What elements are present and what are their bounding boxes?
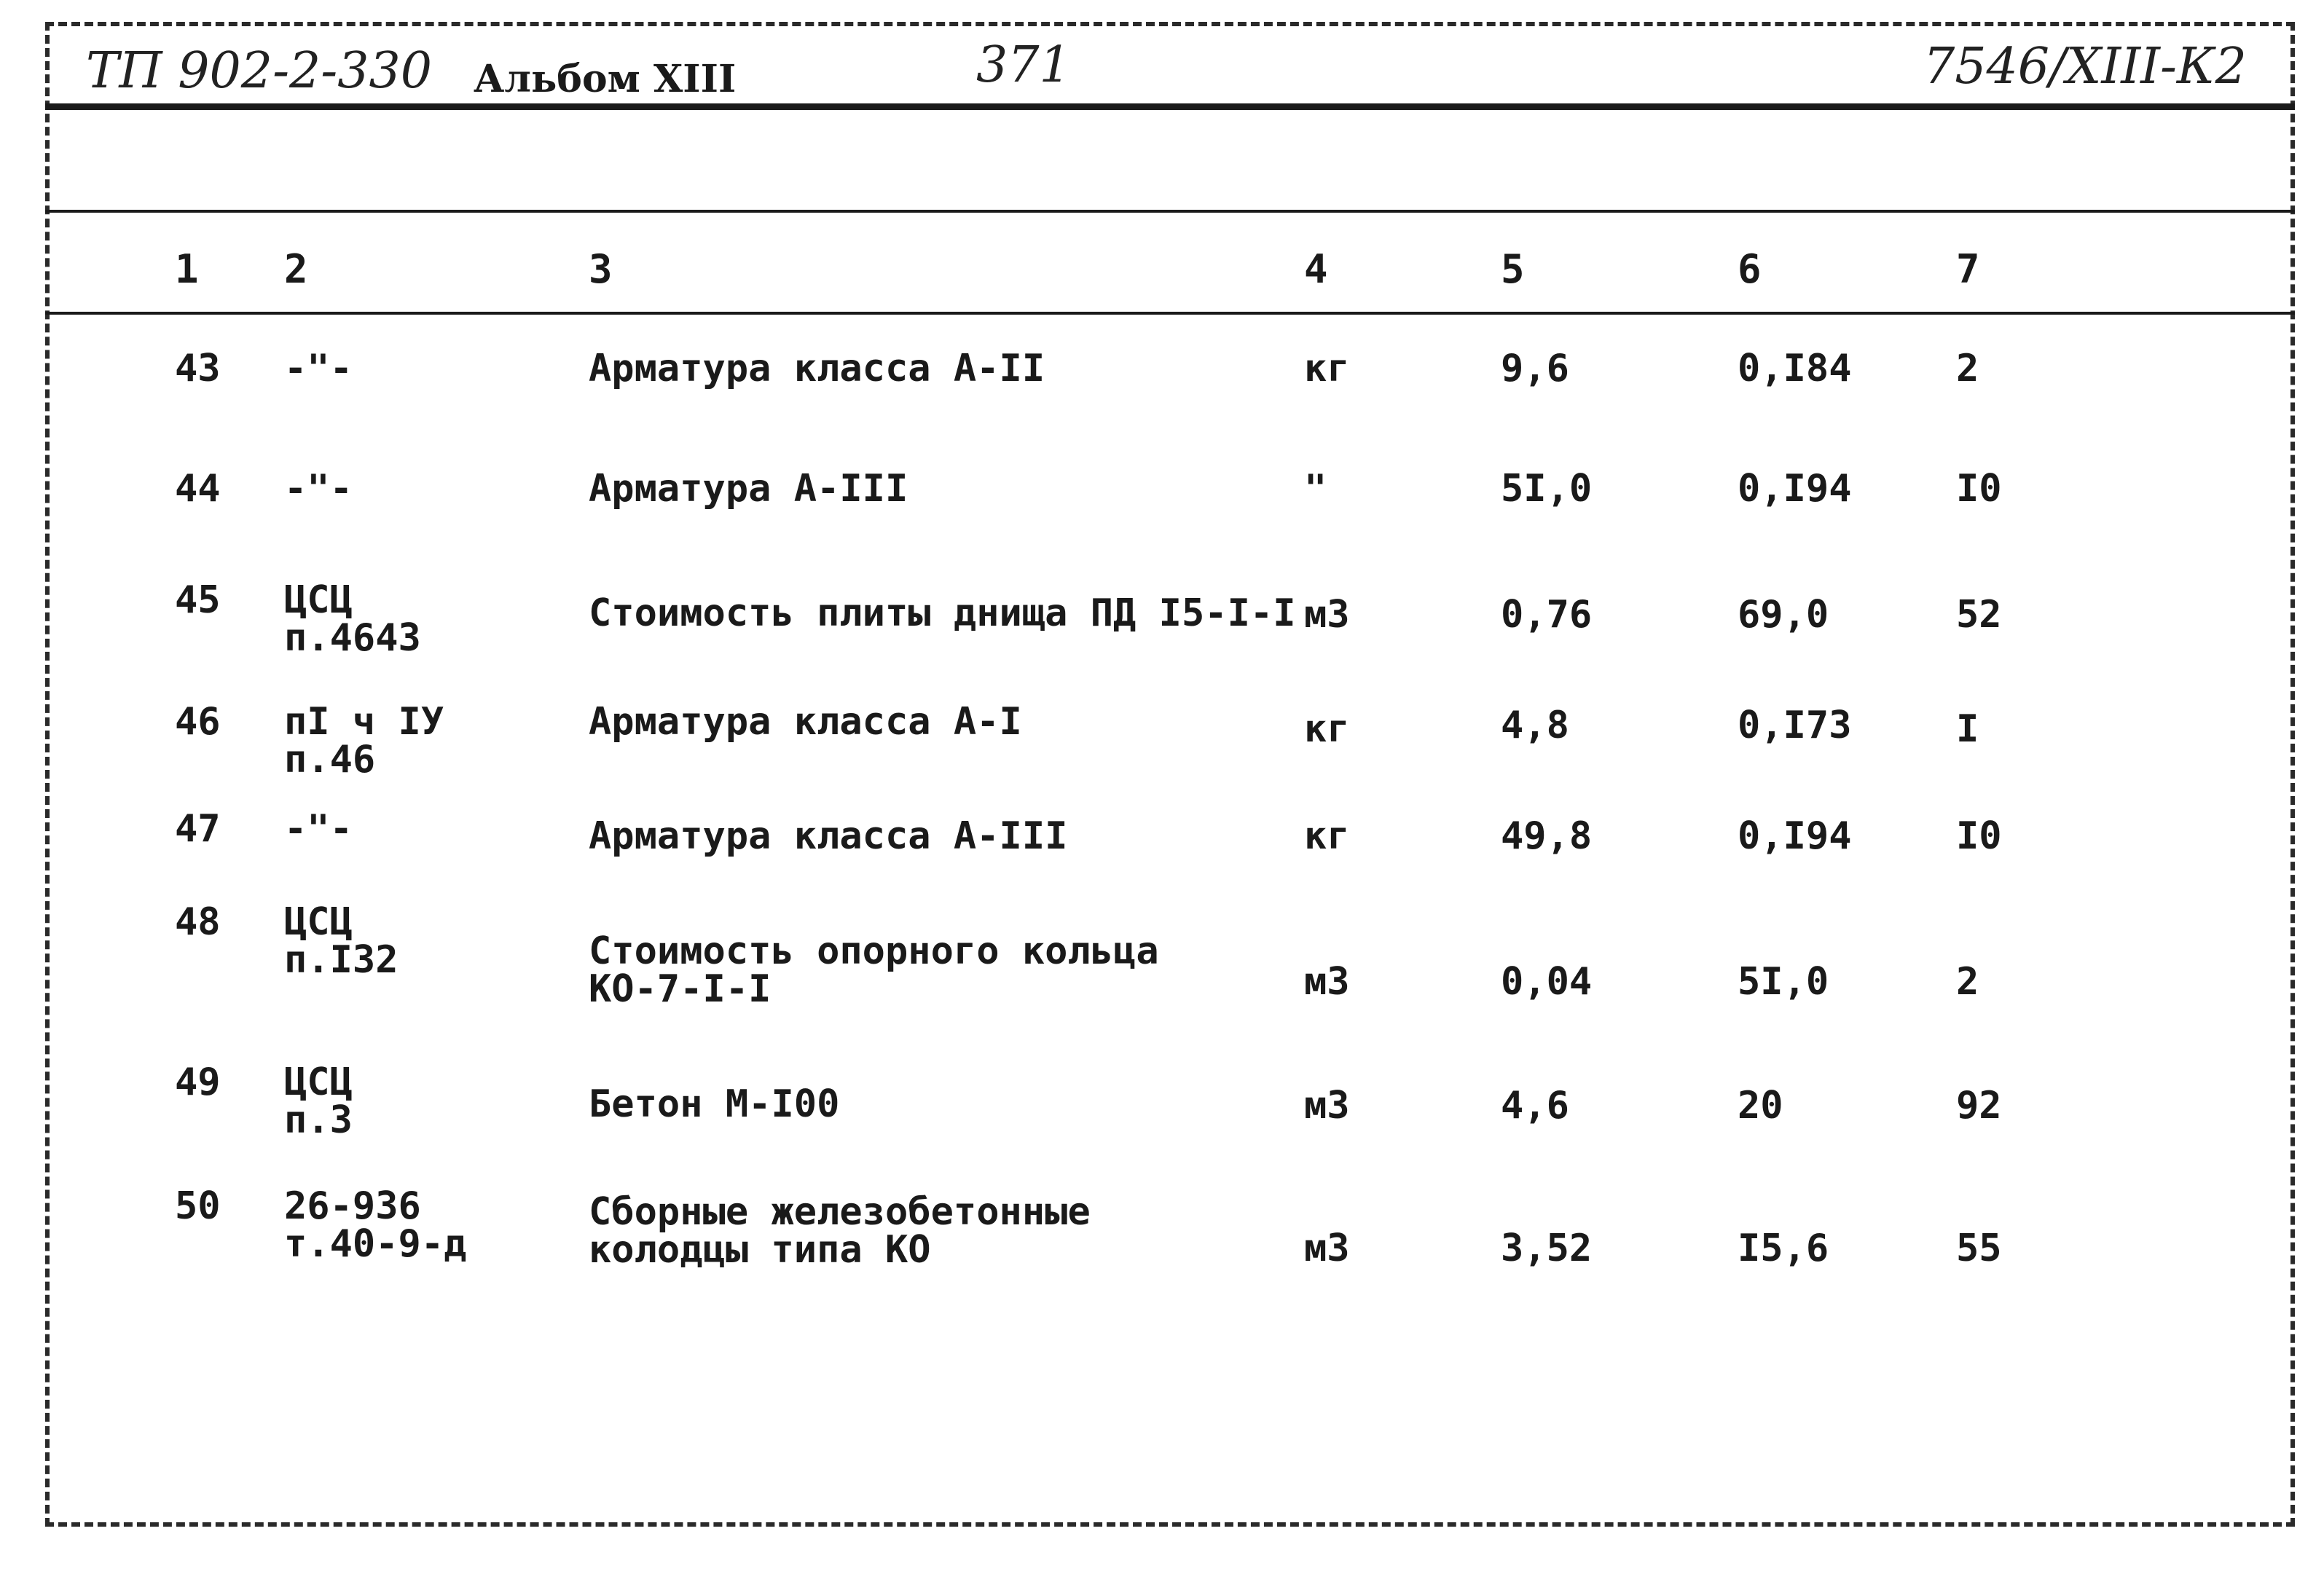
- column-header-5: 5: [1501, 246, 1525, 292]
- row-price: 0,I94: [1738, 814, 1852, 858]
- row-unit: кг: [1304, 814, 1350, 858]
- row-source: -"-: [284, 467, 353, 511]
- row-quantity: 3,52: [1501, 1227, 1593, 1270]
- row-price: 0,I73: [1738, 704, 1852, 747]
- row-price: 20: [1738, 1084, 1783, 1128]
- row-sum: 52: [1956, 593, 2002, 637]
- row-name: Сборные железобетонные колодцы типа КО: [589, 1190, 1091, 1272]
- column-header-2: 2: [284, 246, 308, 292]
- row-name: Стоимость плиты днища ПД I5-I-I: [589, 591, 1296, 635]
- row-quantity: 49,8: [1501, 814, 1593, 858]
- row-name: Арматура А-III: [589, 467, 908, 511]
- row-number: 45: [175, 578, 221, 622]
- row-number: 46: [175, 700, 221, 744]
- row-source: ЦСЦ п.4643: [284, 578, 421, 660]
- row-price: 0,I84: [1738, 347, 1852, 390]
- row-unit: кг: [1304, 707, 1350, 751]
- row-unit: м3: [1304, 1084, 1350, 1128]
- row-unit: м3: [1304, 1227, 1350, 1270]
- row-number: 50: [175, 1184, 221, 1228]
- row-quantity: 0,04: [1501, 960, 1593, 1004]
- column-header-4: 4: [1304, 246, 1328, 292]
- row-unit: м3: [1304, 593, 1350, 637]
- header-rule-bottom: [45, 210, 2295, 213]
- row-source: -"-: [284, 347, 353, 390]
- column-header-6: 6: [1738, 246, 1762, 292]
- row-number: 44: [175, 467, 221, 511]
- row-number: 48: [175, 900, 221, 944]
- page-number: 371: [976, 36, 1071, 94]
- row-name: Арматура класса А-III: [589, 814, 1068, 858]
- row-number: 43: [175, 347, 221, 390]
- row-sum: I: [1956, 707, 1979, 751]
- row-source: пI ч IУ п.46: [284, 700, 444, 782]
- album-label: Альбом XIII: [474, 57, 737, 101]
- row-sum: 2: [1956, 960, 1979, 1004]
- row-quantity: 5I,0: [1501, 467, 1593, 511]
- row-number: 47: [175, 807, 221, 851]
- row-quantity: 4,8: [1501, 704, 1569, 747]
- row-name: Бетон М-I00: [589, 1082, 840, 1126]
- sheet-code: 7546/XIII-К2: [1923, 38, 2247, 95]
- column-header-1: 1: [175, 246, 199, 292]
- row-sum: 92: [1956, 1084, 2002, 1128]
- row-number: 49: [175, 1061, 221, 1104]
- header-rule-top: [45, 103, 2295, 110]
- column-header-3: 3: [589, 246, 613, 292]
- column-header-rule: [45, 312, 2295, 315]
- row-sum: 55: [1956, 1227, 2002, 1270]
- row-sum: 2: [1956, 347, 1979, 390]
- row-source: ЦСЦ п.3: [284, 1061, 353, 1142]
- row-price: 5I,0: [1738, 960, 1829, 1004]
- row-quantity: 4,6: [1501, 1084, 1569, 1128]
- row-quantity: 9,6: [1501, 347, 1569, 390]
- row-name: Стоимость опорного кольца КО-7-I-I: [589, 929, 1159, 1011]
- project-code: ТП 902-2-330: [86, 42, 433, 100]
- row-name: Арматура класса А-II: [589, 347, 1045, 390]
- row-unit: ": [1304, 467, 1327, 511]
- row-name: Арматура класса А-I: [589, 700, 1022, 744]
- row-source: ЦСЦ п.I32: [284, 900, 399, 982]
- row-quantity: 0,76: [1501, 593, 1593, 637]
- row-price: I5,6: [1738, 1227, 1829, 1270]
- row-unit: кг: [1304, 347, 1350, 390]
- row-source: -"-: [284, 807, 353, 851]
- row-sum: I0: [1956, 814, 2002, 858]
- row-sum: I0: [1956, 467, 2002, 511]
- column-header-7: 7: [1956, 246, 1980, 292]
- row-price: 69,0: [1738, 593, 1829, 637]
- row-unit: м3: [1304, 960, 1350, 1004]
- row-source: 26-936 т.40-9-д: [284, 1184, 467, 1266]
- row-price: 0,I94: [1738, 467, 1852, 511]
